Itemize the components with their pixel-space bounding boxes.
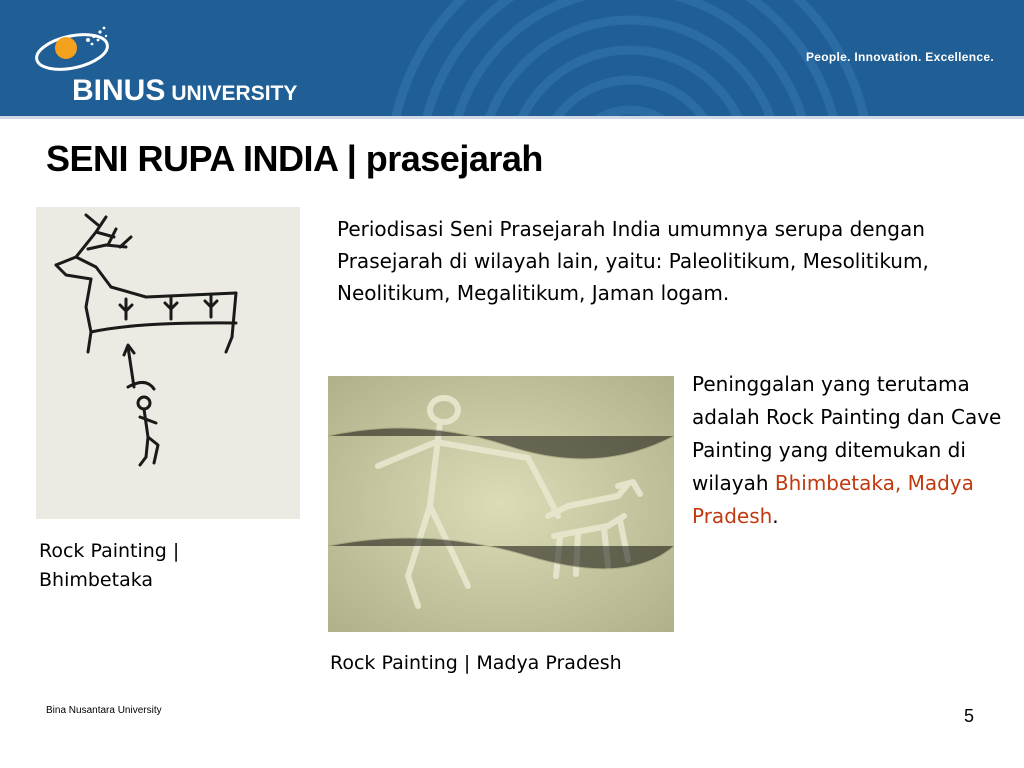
paragraph-periodisasi: Periodisasi Seni Prasejarah India umumnya serupa dengan Prasejarah di wilayah lain, yaitu: Paleolitikum, Mesolitikum, Neolitikum, Megalitikum, Jaman logam. — [337, 217, 929, 305]
header-divider — [0, 116, 1024, 119]
tagline: People. Innovation. Excellence. — [805, 50, 994, 64]
paragraph-peninggalan — [692, 368, 1012, 533]
logo-suffix: UNIVERSITY — [171, 82, 298, 105]
paragraph-peninggalan-end: . — [772, 504, 779, 528]
header-bar — [0, 0, 1024, 116]
deer-rock-painting-image — [36, 207, 300, 519]
logo-wordmark — [72, 74, 297, 108]
hunter-dog-rock-painting-image — [328, 376, 674, 632]
logo-swoosh-icon — [30, 18, 150, 78]
caption-madya-pradesh: Rock Painting | Madya Pradesh — [330, 652, 622, 674]
caption-bhimbetaka: Rock Painting | Bhimbetaka — [39, 540, 180, 591]
logo-brand: BINUS — [72, 74, 166, 107]
page-number: 5 — [964, 706, 975, 726]
paragraph-peninggalan-text: Peninggalan yang terutama adalah Rock Painting dan Cave Painting yang ditemukan di wilayah — [692, 372, 1002, 495]
footer-organization: Bina Nusantara University — [46, 705, 162, 716]
slide-title: SENI RUPA INDIA | prasejarah — [46, 138, 543, 179]
highlight-location: Bhimbetaka, Madya Pradesh — [692, 471, 974, 528]
binus-logo — [30, 18, 300, 108]
